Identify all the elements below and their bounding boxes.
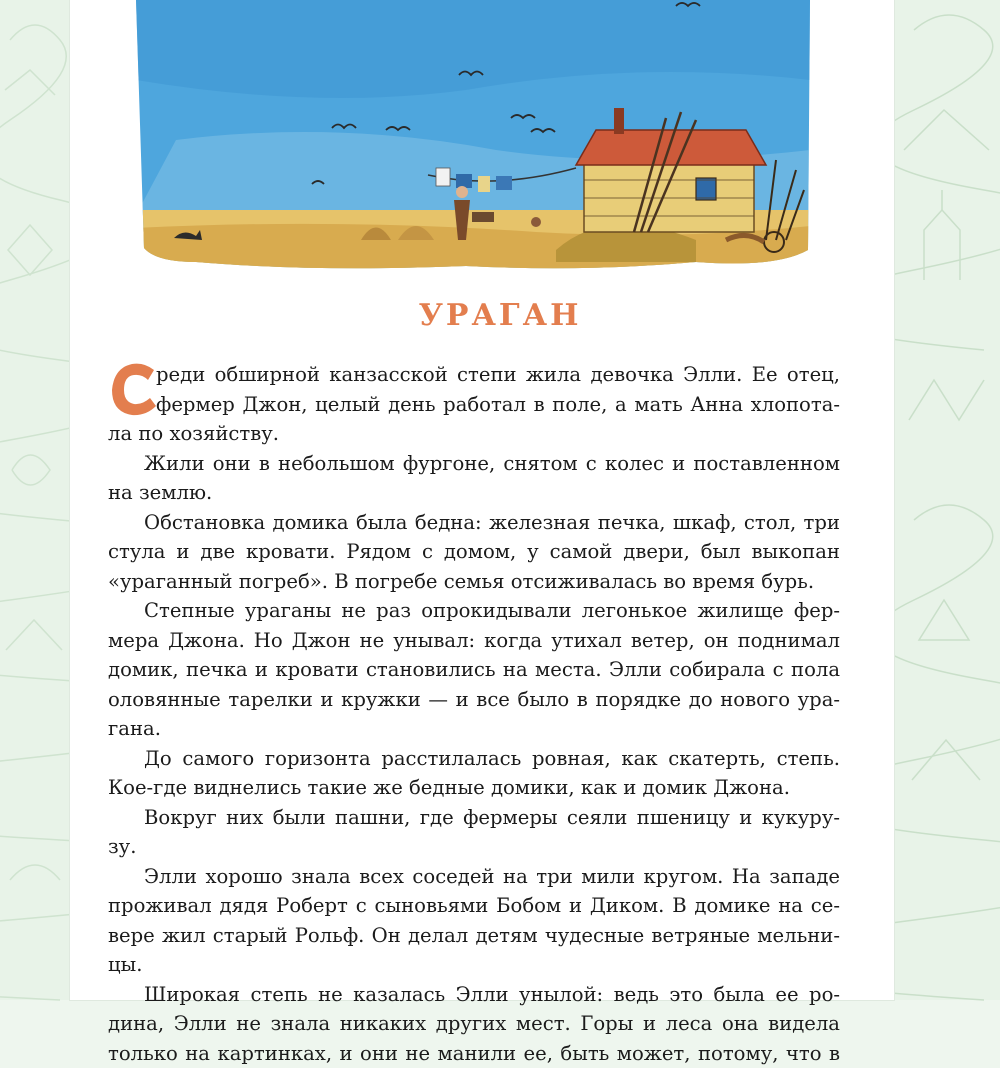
text-line: дина, Элли не знала никаких других мест. Горы и леса она видела (108, 1009, 840, 1039)
text-line: оловянные тарелки и кружки — и все было в порядке до нового ура- (108, 685, 840, 715)
text-line: Обстановка домика была бедна: железная печка, шкаф, стол, три (108, 508, 840, 538)
text-line: домик, печка и кровати становились на места. Элли собирала с пола (108, 655, 840, 685)
text-line: «ураганный погреб». В погребе семья отсиживалась во время бурь. (108, 567, 840, 597)
text-line: До самого горизонта расстилалась ровная, как скатерть, степь. (108, 744, 840, 774)
farm-illustration (136, 0, 810, 272)
text-line: мера Джона. Но Джон не унывал: когда утихал ветер, он поднимал (108, 626, 840, 656)
chapter-title: УРАГАН (0, 298, 1000, 333)
text-line: ла по хозяйству. (108, 419, 840, 449)
left-ornament (0, 0, 70, 1000)
text-line: Широкая степь не казалась Элли унылой: ведь это была ее ро- (108, 980, 840, 1010)
text-line: Элли хорошо знала всех соседей на три мили кругом. На западе (108, 862, 840, 892)
text-line: вере жил старый Рольф. Он делал детям чудесные ветряные мельни- (108, 921, 840, 951)
text-line: Вокруг них были пашни, где фермеры сеяли пшеницу и кукуру- (108, 803, 840, 833)
right-ornament (894, 0, 1000, 1000)
text-line: цы. (108, 950, 840, 980)
drop-cap-letter (108, 360, 160, 418)
text-line: зу. (108, 832, 840, 862)
text-line: на землю. (108, 478, 840, 508)
text-line: реди обширной канзасской степи жила девочка Элли. Ее отец, (108, 360, 840, 390)
text-line: проживал дядя Роберт с сыновьями Бобом и Диком. В домике на се- (108, 891, 840, 921)
text-line: фермер Джон, целый день работал в поле, а мать Анна хлопота- (108, 390, 840, 420)
text-line: гана. (108, 714, 840, 744)
chapter-text (108, 360, 840, 1068)
text-line: Кое-где виднелись такие же бедные домики, как и домик Джона. (108, 773, 840, 803)
text-line: Степные ураганы не раз опрокидывали легонькое жилище фер- (108, 596, 840, 626)
text-line: Жили они в небольшом фургоне, снятом с колес и поставленном (108, 449, 840, 479)
text-line: стула и две кровати. Рядом с домом, у самой двери, был выкопан (108, 537, 840, 567)
text-line: только на картинках, и они не манили ее, быть может, потому, что в (108, 1039, 840, 1068)
